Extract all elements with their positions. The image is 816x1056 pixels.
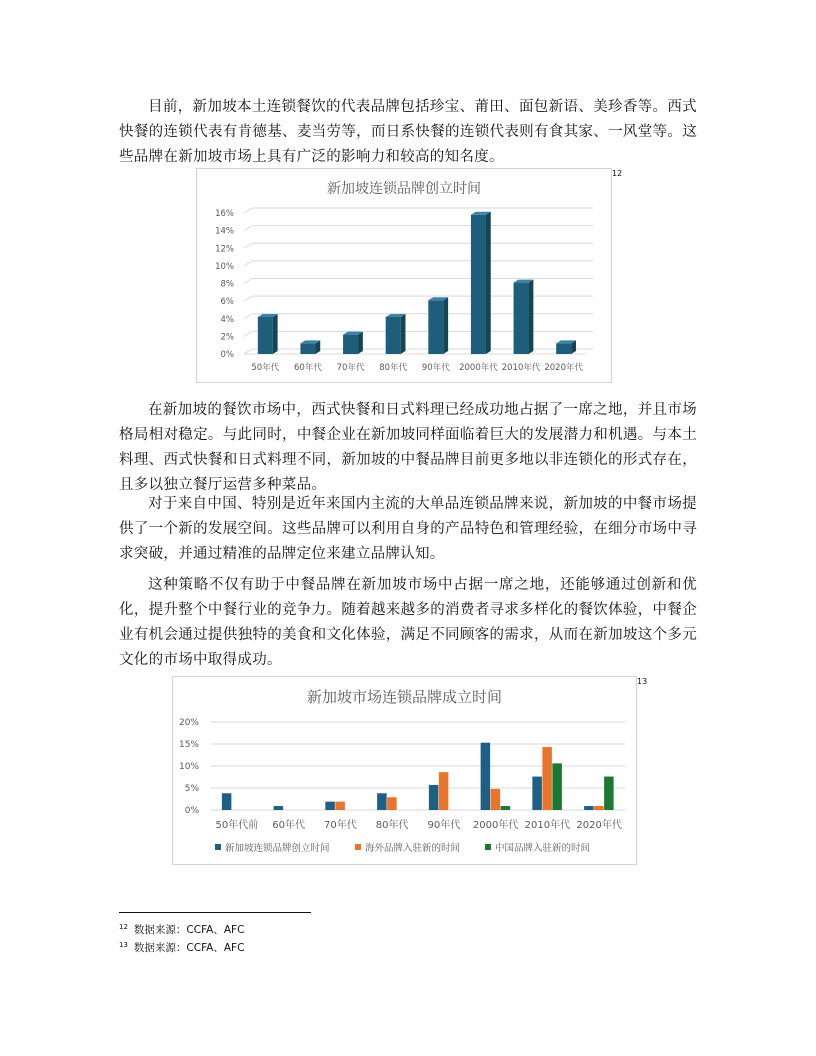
bar	[542, 747, 552, 810]
footnote-13	[119, 940, 244, 955]
chart-market-time	[172, 676, 637, 865]
x-tick-label: 80年代	[375, 820, 409, 831]
bar	[343, 335, 358, 354]
gridline-diag	[244, 331, 252, 336]
y-tick-label: 8%	[220, 279, 234, 290]
y-tick-label: 2%	[220, 332, 234, 343]
bar	[377, 793, 387, 810]
paragraph-1: 目前，新加坡本土连锁餐饮的代表品牌包括珍宝、莆田、面包新语、美珍香等。西式快餐的连锁代表有肯德基、麦当劳等，而日系快餐的连锁代表则有食其家、一风堂等。这些品牌在新加坡市场上具有广泛的影响力和较高的知名度。	[119, 99, 697, 165]
bar	[387, 797, 397, 810]
y-tick-label: 0%	[184, 806, 199, 816]
bar-side	[401, 314, 406, 354]
gridline-diag	[244, 314, 252, 319]
chart-2-title: 新加坡市场连锁品牌成立时间	[306, 688, 502, 706]
legend-label: 海外品牌入驻新的时间	[365, 843, 461, 854]
x-tick-label: 90年代	[421, 363, 450, 373]
gridline-diag	[244, 296, 252, 301]
bar	[584, 806, 594, 810]
bar	[429, 785, 439, 810]
legend-swatch	[355, 844, 361, 850]
bar	[481, 743, 491, 810]
x-tick-label: 2010年代	[501, 363, 541, 373]
bar	[471, 215, 486, 354]
chart-2-plot	[173, 677, 636, 864]
paragraph-2: 在新加坡的餐饮市场中，西式快餐和日式料理已经成功地占据了一席之地，并且市场格局相对稳定。与此同时，中餐企业在新加坡同样面临着巨大的发展潜力和机遇。与本土料理、西式快餐和日式料理不同，新加坡的中餐品牌目前更多地以非连锁化的形式存在，且多以独立餐厅运营多种菜品。	[119, 402, 697, 493]
bar	[604, 777, 614, 810]
x-tick-label: 2020年代	[544, 363, 584, 373]
gridline-diag	[244, 243, 252, 248]
y-tick-label: 15%	[178, 740, 199, 750]
x-tick-label: 60年代	[294, 363, 322, 373]
x-tick-label: 70年代	[336, 363, 365, 373]
footnote-ref-12: 12	[612, 169, 623, 178]
gridline-diag	[244, 261, 252, 266]
x-tick-label: 2000年代	[472, 820, 519, 831]
bar-side	[273, 314, 278, 354]
x-tick-label: 2010年代	[524, 820, 571, 831]
legend-label: 新加坡连锁品牌创立时间	[225, 843, 330, 854]
legend-swatch	[215, 844, 221, 850]
bar	[335, 802, 345, 810]
chart-founding-time	[196, 168, 612, 383]
bar-side	[529, 280, 534, 354]
footnote-12-number: 12	[119, 923, 128, 931]
paragraph-3: 对于来自中国、特别是近年来国内主流的大单品连锁品牌来说，新加坡的中餐市场提供了一个新的发展空间。这些品牌可以利用自身的产品特色和管理经验，在细分市场中寻求突破，并通过精准的品牌定位来建立品牌认知。	[119, 496, 697, 562]
x-tick-label: 70年代	[324, 820, 357, 831]
bar	[428, 300, 443, 354]
bar	[514, 283, 529, 354]
x-tick-label: 2000年代	[459, 363, 498, 373]
bar-side	[486, 212, 491, 354]
x-tick-label: 60年代	[272, 820, 305, 831]
bar	[552, 763, 562, 810]
y-tick-label: 0%	[220, 350, 234, 360]
bar	[300, 343, 315, 354]
y-tick-label: 5%	[184, 784, 199, 794]
chart-1-plot	[197, 169, 611, 382]
legend-swatch	[485, 844, 491, 850]
gridline-diag	[244, 279, 252, 284]
legend-label: 中国品牌入驻新的时间	[495, 843, 591, 854]
y-tick-label: 14%	[215, 226, 234, 237]
y-tick-label: 12%	[215, 244, 234, 255]
paragraph-4: 这种策略不仅有助于中餐品牌在新加坡市场中占据一席之地，还能够通过创新和优化，提升整个中餐行业的竞争力。随着越来越多的消费者寻求多样化的餐饮体验，中餐企业有机会通过提供独特的美食和文化体验，满足不同顾客的需求，从而在新加坡这个多元文化的市场中取得成功。	[119, 577, 697, 668]
x-tick-label: 50年代	[251, 363, 280, 373]
bar	[439, 772, 449, 810]
bar	[532, 777, 542, 810]
y-tick-label: 20%	[178, 718, 199, 728]
bar-side	[443, 297, 448, 354]
footnote-13-text: 数据来源：CCFA、AFC	[133, 942, 245, 954]
x-tick-label: 50年代前	[215, 820, 259, 831]
bar	[325, 802, 335, 810]
y-tick-label: 4%	[220, 314, 234, 325]
bar	[491, 789, 501, 810]
footnote-ref-13: 13	[637, 677, 648, 686]
bar	[222, 793, 232, 810]
x-tick-label: 2020年代	[576, 820, 622, 831]
bar	[258, 317, 273, 354]
y-tick-label: 10%	[178, 762, 199, 772]
bar-side	[358, 332, 363, 354]
footnote-12-text: 数据来源：CCFA、AFC	[133, 924, 245, 936]
x-tick-label: 80年代	[379, 363, 408, 373]
bar	[501, 806, 511, 810]
y-tick-label: 16%	[215, 209, 234, 219]
y-tick-label: 6%	[220, 297, 234, 308]
bar	[594, 806, 604, 810]
chart-1-title: 新加坡连锁品牌创立时间	[327, 181, 481, 197]
gridline-diag	[244, 349, 252, 354]
bar	[274, 806, 284, 810]
bar	[386, 317, 401, 354]
bar	[556, 343, 571, 354]
footnote-12	[119, 922, 244, 937]
gridline-diag	[244, 226, 252, 231]
footnote-divider	[119, 912, 311, 913]
footnote-13-number: 13	[119, 941, 128, 949]
x-tick-label: 90年代	[427, 820, 461, 831]
gridline-diag	[244, 208, 252, 213]
y-tick-label: 10%	[215, 261, 234, 272]
